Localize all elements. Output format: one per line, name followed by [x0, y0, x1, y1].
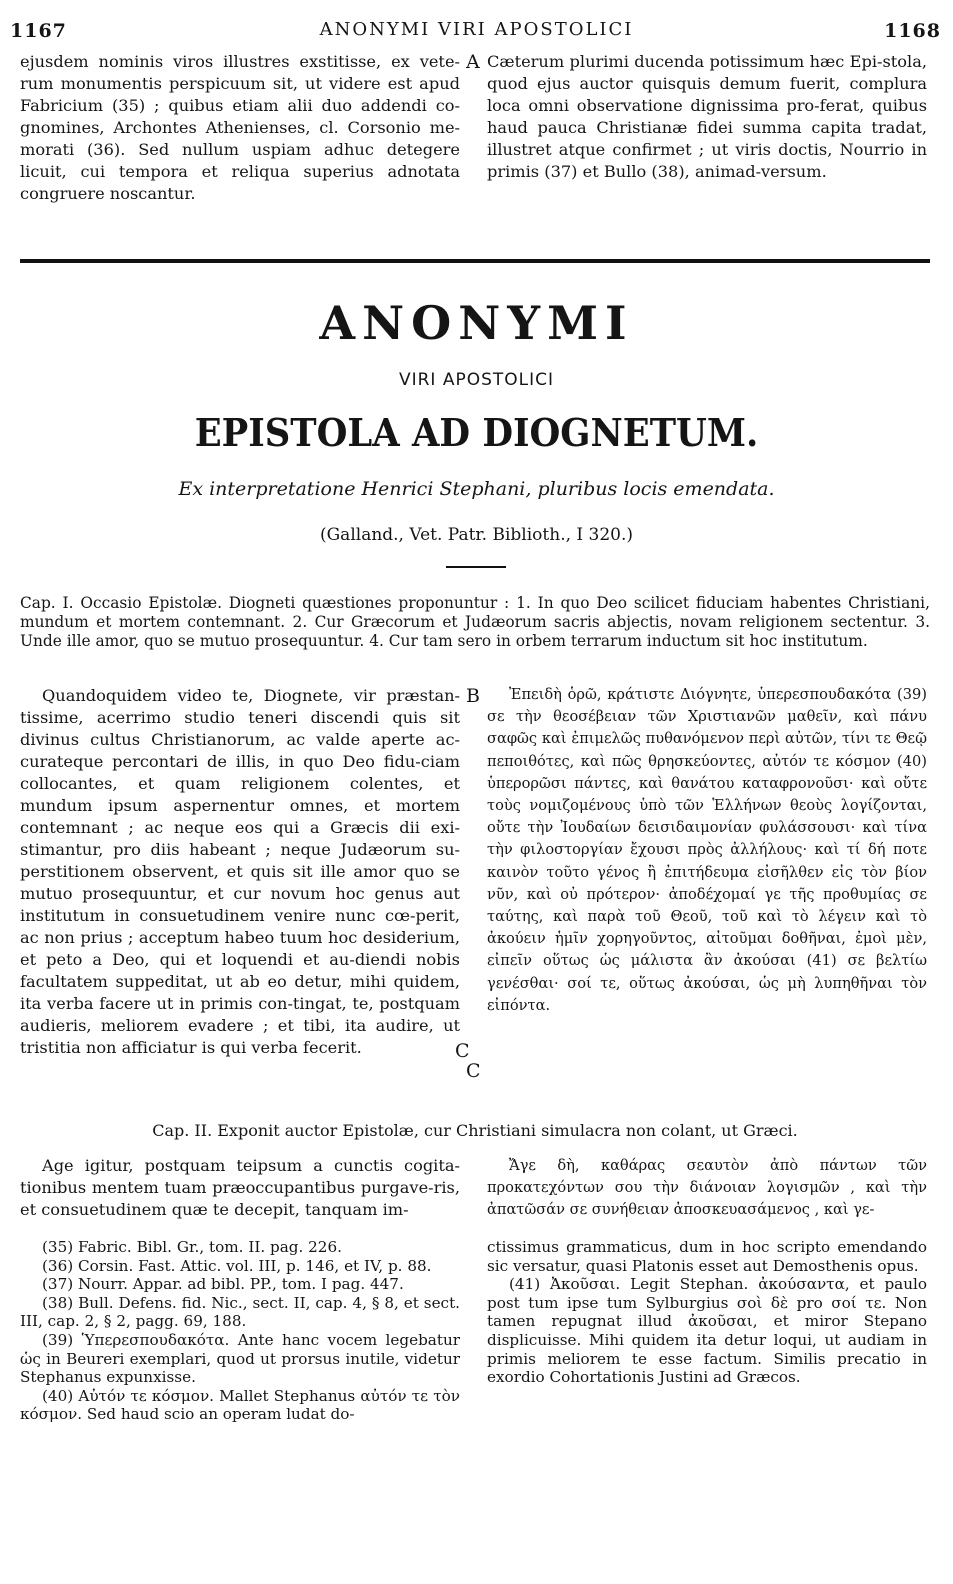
- title-anonymi: ANONYMI: [319, 296, 634, 350]
- running-title: ANONYMI VIRI APOSTOLICI: [319, 19, 634, 40]
- footnote-41: (41) Ἀκοῦσαι. Legit Stephan. ἀκούσαντα, et paulo post tum ipse tum Sylburgius σοὶ δὲ pro σοί τε. Non tamen repugnat illud ἀκοῦσαι, et miror Stepano displicuisse. Mihi quidem ita detur loqui, ut audiam in primis meliorem te esse factum. Similis precatio in exordio Cohortationis Justini ad Græcos.: [487, 1275, 927, 1387]
- margin-letter-c-right: C: [466, 1060, 481, 1082]
- footnotes-left: [20, 1238, 460, 1424]
- left-page-number: 1167: [10, 20, 67, 42]
- title-epistola: EPISTOLA AD DIOGNETUM.: [194, 410, 759, 455]
- margin-letter-a: A: [466, 51, 480, 73]
- margin-letter-b: B: [466, 685, 480, 707]
- footnotes-right: [487, 1238, 927, 1387]
- footnote-39: (39) Ὑπερεσπουδακότα. Ante hanc vocem legebatur ὡς in Beureri exemplari, quod ut prorsus inutile, videtur Stephanus expunxisse.: [20, 1330, 460, 1387]
- footnote-35: (35) Fabric. Bibl. Gr., tom. II. pag. 226.: [42, 1238, 342, 1256]
- footnote-37: (37) Nourr. Appar. ad bibl. PP., tom. I pag. 447.: [42, 1275, 404, 1294]
- chapter-1-latin-text: Quandoquidem video te, Diognete, vir præstan-tissime, acerrimo studio teneri discendi quis sit divinus cultus Christianorum, ac valde aperte ac-curateque percontari de illis, in quo Deo fidu-ciam collocantes, et quam religionem colentes, et mundum ipsum aspernentur omnes, et mortem contemnant ; ac neque eos qui a Græcis dii exi-stimantur, pro diis habeant ; neque Judæorum su-perstitionem observent, et quis sit ille amor quo se mutuo prosequuntur, et cur novum hoc genus aut institutum in consuetudinem venire nunc cœ-perit, ac non prius ; acceptum habeo tuum hoc desiderium, et peto a Deo, qui et loquendi et au-diendi nobis facultatem suppeditat, ut ab eo detur, mihi quidem, ita verba facere ut in primis con-tingat, te, postquam audieris, meliorem evadere ; et tibi, ita audire, ut tristitia non afficiatur is qui verba fecerit.: [20, 686, 460, 1057]
- right-page-number: 1168: [884, 20, 941, 42]
- footnote-36: (36) Corsin. Fast. Attic. vol. III, p. 146, et IV, p. 88.: [42, 1256, 432, 1275]
- footnote-40-continued: ctissimus grammaticus, dum in hoc scripto emendando sic versatur, quasi Platonis esset aut Demosthenis opus.: [487, 1238, 927, 1275]
- title-source: (Galland., Vet. Patr. Biblioth., I 320.): [319, 525, 634, 545]
- chapter-2-greek-text: Ἄγε δὴ, καθάρας σεαυτὸν ἀπὸ πάντων τῶν προκατεχόντων σου τὴν διάνοιαν λογισμῶν , καὶ τὴν ἀπατῶσάν σε συνήθειαν ἀποσκευασάμενος , καὶ γε-: [487, 1157, 927, 1219]
- chapter-2-latin-text: Age igitur, postquam teipsum a cunctis cogita-tionibus mentem tuam præoccupantibus purgave-ris, et consuetudinem quæ te decepit, tanquam im-: [20, 1156, 460, 1219]
- title-subtitle: Ex interpretatione Henrici Stephani, pluribus locis emendata.: [178, 478, 775, 500]
- title-viri-apostolici: VIRI APOSTOLICI: [398, 370, 555, 390]
- chapter-1-greek-text: Ἐπειδὴ ὁρῶ, κράτιστε Διόγνητε, ὑπερεσπουδακότα (39) σε τὴν θεοσέβειαν τῶν Χριστιανῶν μαθεῖν, καὶ πάνυ σαφῶς καὶ ἐπιμελῶς πυθανόμενον περὶ αὐτῶν, τίνι τε Θεῷ πεποιθότες, καὶ πῶς θρησκεύοντες, αὐτόν τε κόσμον (40) ὑπερορῶσι πάντες, καὶ θανάτου καταφρονοῦσι· καὶ οὔτε τοὺς νομιζομένους ὑπὸ τῶν Ἑλλήνων θεοὺς λογίζονται, οὔτε τὴν Ἰουδαίων δεισιδαιμονίαν φυλάσσουσι· καὶ τίνα τὴν φιλοστοργίαν ἔχουσι πρὸς ἀλλήλους· καὶ τί δή ποτε καινὸν τοῦτο γένος ἢ ἐπιτήδευμα εἰσῆλθεν εἰς τὸν βίον νῦν, καὶ οὐ πρότερον· ἀποδέχομαί γε τῆς προθυμίας σε ταύτης, καὶ παρὰ τοῦ Θεοῦ, τοῦ καὶ τὸ λέγειν καὶ τὸ ἀκούειν ἡμῖν χορηγοῦντος, αἰτοῦμαι δοθῆναι, ἐμοὶ μὲν, εἰπεῖν οὕτως ὡς μάλιστα ἂν ἀκούσαι (41) σε βελτίω γενέσθαι· σοί τε, οὕτως ἀκούσαι, ὡς μὴ λυπηθῆναι τὸν εἰπόντα.: [487, 686, 927, 1014]
- footnote-40: (40) Αὐτόν τε κόσμον. Mallet Stephanus αὐτόν τε τὸν κόσμον. Sed haud scio an operam ludat do-: [20, 1386, 460, 1424]
- section-rule: [20, 259, 930, 263]
- footnote-38: (38) Bull. Defens. fid. Nic., sect. II, cap. 4, § 8, et sect. III, cap. 2, § 2, pagg. 69, 188.: [20, 1293, 460, 1331]
- title-short-rule: [446, 566, 506, 568]
- intro-right-paragraph: Cæterum plurimi ducenda potissimum hæc Epi-stola, quod ejus auctor quisquis demum fuerit, complura loca omni observatione dignissima pro-ferat, quibus haud pauca Christianæ fidei summa capita tradat, illustret atque confirmet ; ut viris doctis, Nourrio in primis (37) et Bullo (38), animad-versum.: [487, 52, 927, 181]
- intro-left-paragraph: ejusdem nominis viros illustres exstitisse, ex vete-rum monumentis perspicuum sit, ut videre est apud Fabricium (35) ; quibus etiam alii duo addendi co-gnomines, Archontes Athenienses, cl. Corsonio me-morati (36). Sed nullum uspiam adhuc detegere licuit, cui tempora et reliqua superius adnotata congruere noscantur.: [20, 52, 460, 203]
- chapter-2-summary: Cap. II. Exponit auctor Epistolæ, cur Christiani simulacra non colant, ut Græci.: [152, 1121, 798, 1140]
- margin-letter-c-left: C: [455, 1040, 470, 1062]
- chapter-1-summary: Cap. I. Occasio Epistolæ. Diogneti quæstiones proponuntur : 1. In quo Deo scilicet fiduciam habentes Christiani, mundum et mortem contemnant. 2. Cur Græcorum et Judæorum sacris abjectis, novam religionem sectentur. 3. Unde ille amor, quo se mutuo prosequuntur. 4. Cur tam sero in orbem terrarum inductum sit hoc institutum.: [20, 594, 930, 650]
